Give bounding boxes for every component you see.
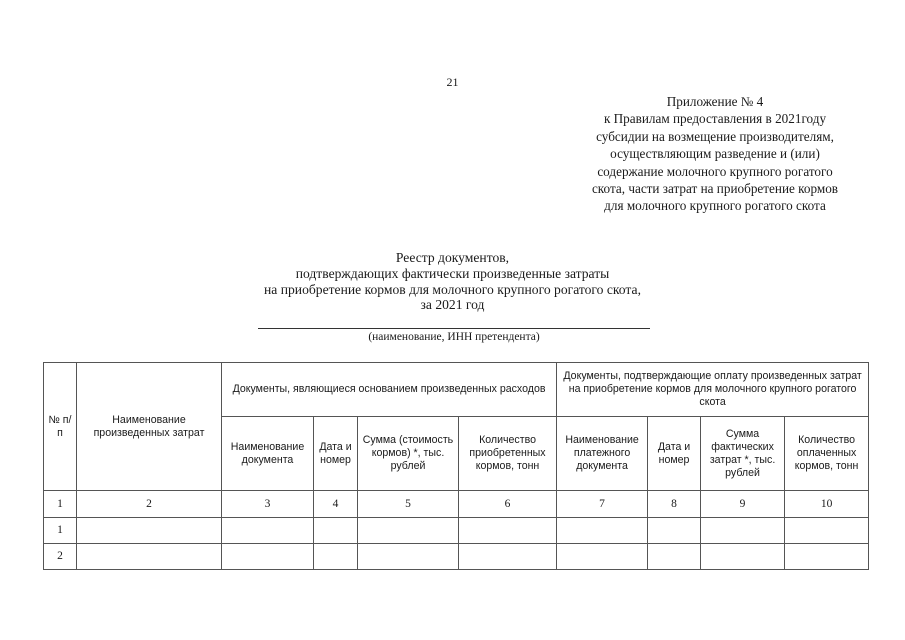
col-expense-name-header: Наименование произведенных затрат — [77, 363, 222, 491]
column-number-cell: 1 — [44, 491, 77, 518]
registry-table — [43, 362, 869, 570]
table-cell — [222, 518, 314, 544]
col-payment-date-header: Дата и номер — [648, 417, 701, 491]
group-basis-header: Документы, являющиеся основанием произведенных расходов — [222, 363, 557, 417]
column-number-cell: 9 — [701, 491, 785, 518]
col-qty-paid-header: Количество оплаченных кормов, тонн — [785, 417, 869, 491]
table-cell — [459, 518, 557, 544]
table-cell — [701, 544, 785, 570]
appendix-line: осуществляющим разведение и (или) — [610, 146, 820, 162]
page-number: 21 — [446, 75, 459, 89]
col-doc-date-header: Дата и номер — [314, 417, 358, 491]
table-cell — [222, 544, 314, 570]
col-doc-name-header: Наименование документа — [222, 417, 314, 491]
col-payment-doc-name-header: Наименование платежного документа — [557, 417, 648, 491]
table-cell — [785, 544, 869, 570]
column-number-cell: 10 — [785, 491, 869, 518]
column-number-cell: 2 — [77, 491, 222, 518]
column-number-cell: 7 — [557, 491, 648, 518]
appendix-line: содержание молочного крупного рогатого — [597, 163, 833, 179]
table-cell — [77, 544, 222, 570]
title-line: подтверждающих фактически произведенные затраты — [295, 265, 610, 281]
column-number-cell: 3 — [222, 491, 314, 518]
table-cell — [648, 544, 701, 570]
appendix-header — [560, 93, 870, 215]
table-cell — [557, 518, 648, 544]
table-cell — [785, 518, 869, 544]
table-cell — [77, 518, 222, 544]
header-row — [44, 363, 869, 417]
appendix-line: Приложение № 4 — [666, 94, 764, 109]
table-row — [44, 518, 869, 544]
col-number-header: № п/п — [44, 363, 77, 491]
document-title — [200, 250, 705, 313]
table-cell — [358, 544, 459, 570]
table-cell — [557, 544, 648, 570]
applicant-caption: (наименование, ИНН претендента) — [368, 331, 540, 343]
column-numbers-row — [44, 491, 869, 518]
appendix-line: к Правилам предоставления в 2021году — [603, 111, 827, 127]
table-cell — [648, 518, 701, 544]
appendix-line: субсидии на возмещение производителям, — [596, 128, 834, 144]
row-number-cell: 2 — [44, 544, 77, 570]
column-number-cell: 5 — [358, 491, 459, 518]
table-cell — [701, 518, 785, 544]
group-payment-header: Документы, подтверждающие оплату произведенных затрат на приобретение кормов для молочного крупного рогатого скота — [557, 363, 869, 417]
col-qty-acquired-header: Количество приобретенных кормов, тонн — [459, 417, 557, 491]
applicant-fill-line — [258, 328, 650, 329]
row-number-cell: 1 — [44, 518, 77, 544]
col-sum-actual-header: Сумма фактических затрат *, тыс. рублей — [701, 417, 785, 491]
appendix-line: скота, части затрат на приобретение кормов — [591, 181, 839, 197]
table-cell — [314, 518, 358, 544]
table-cell — [459, 544, 557, 570]
table-row — [44, 544, 869, 570]
table-cell — [358, 518, 459, 544]
title-line: Реестр документов, — [395, 250, 510, 265]
col-sum-cost-header: Сумма (стоимость кормов) *, тыс. рублей — [358, 417, 459, 491]
table-cell — [314, 544, 358, 570]
appendix-line: для молочного крупного рогатого скота — [604, 198, 826, 214]
title-line: за 2021 год — [420, 297, 485, 313]
column-number-cell: 8 — [648, 491, 701, 518]
column-number-cell: 4 — [314, 491, 358, 518]
title-line: на приобретение кормов для молочного крупного рогатого скота, — [264, 281, 641, 297]
column-number-cell: 6 — [459, 491, 557, 518]
